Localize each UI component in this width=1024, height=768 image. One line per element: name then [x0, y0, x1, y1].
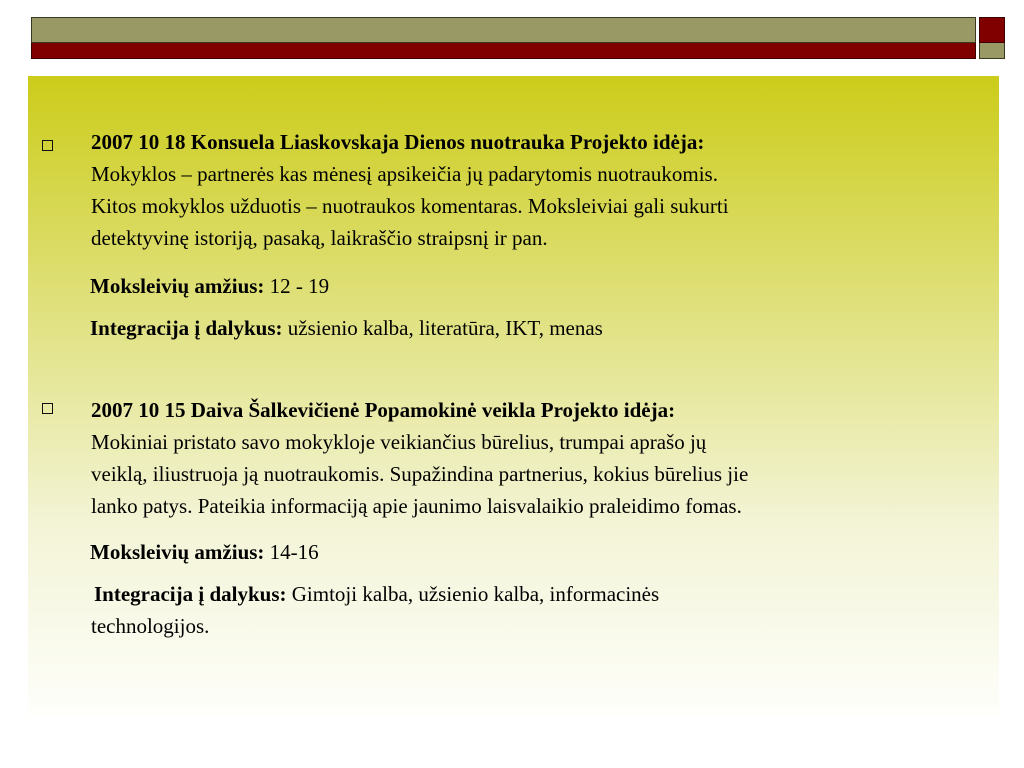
header-bar-maroon [31, 43, 976, 59]
integration-label: Integracija į dalykus: [94, 582, 287, 606]
item-body-line: lanko patys. Pateikia informaciją apie jaunimo laisvalaikio praleidimo fomas. [91, 494, 742, 518]
bullet-icon [42, 140, 53, 151]
item-body-line: Kitos mokyklos užduotis – nuotraukos komentaras. Moksleiviai gali sukurti [91, 194, 729, 218]
header-bar-olive [31, 17, 976, 43]
integration-row-1 [90, 312, 990, 344]
bullet-icon [42, 403, 53, 414]
item-heading: 2007 10 18 Konsuela Liaskovskaja Dienos nuotrauka Projekto idėja: [91, 130, 705, 154]
project-item-2 [91, 394, 991, 522]
integration-value-cont: technologijos. [91, 614, 210, 638]
age-row-1 [90, 270, 990, 302]
corner-square-olive [979, 43, 1005, 59]
integration-value: Gimtoji kalba, užsienio kalba, informacinės [286, 582, 660, 606]
item-body-line: Mokyklos – partnerės kas mėnesį apsikeičia jų padarytomis nuotraukomis. [91, 162, 718, 186]
item-body-line: veiklą, iliustruoja ją nuotraukomis. Supažindina partnerius, kokius būrelius jie [91, 462, 749, 486]
project-item-1 [91, 126, 991, 254]
item-body-line: detektyvinę istoriją, pasaką, laikraščio straipsnį ir pan. [91, 226, 548, 250]
age-label: Moksleivių amžius: [90, 540, 265, 564]
integration-value: užsienio kalba, literatūra, IKT, menas [282, 316, 603, 340]
integration-label: Integracija į dalykus: [90, 316, 283, 340]
item-heading: 2007 10 15 Daiva Šalkevičienė Popamokinė veikla Projekto idėja: [91, 398, 676, 422]
age-label: Moksleivių amžius: [90, 274, 265, 298]
age-row-2 [90, 536, 990, 568]
corner-square-maroon [979, 17, 1005, 43]
integration-row-2 [94, 578, 994, 610]
integration-row-2-cont [91, 610, 991, 642]
age-value: 12 - 19 [264, 274, 330, 298]
age-value: 14-16 [264, 540, 319, 564]
item-body-line: Mokiniai pristato savo mokykloje veikiančius būrelius, trumpai aprašo jų [91, 430, 707, 454]
